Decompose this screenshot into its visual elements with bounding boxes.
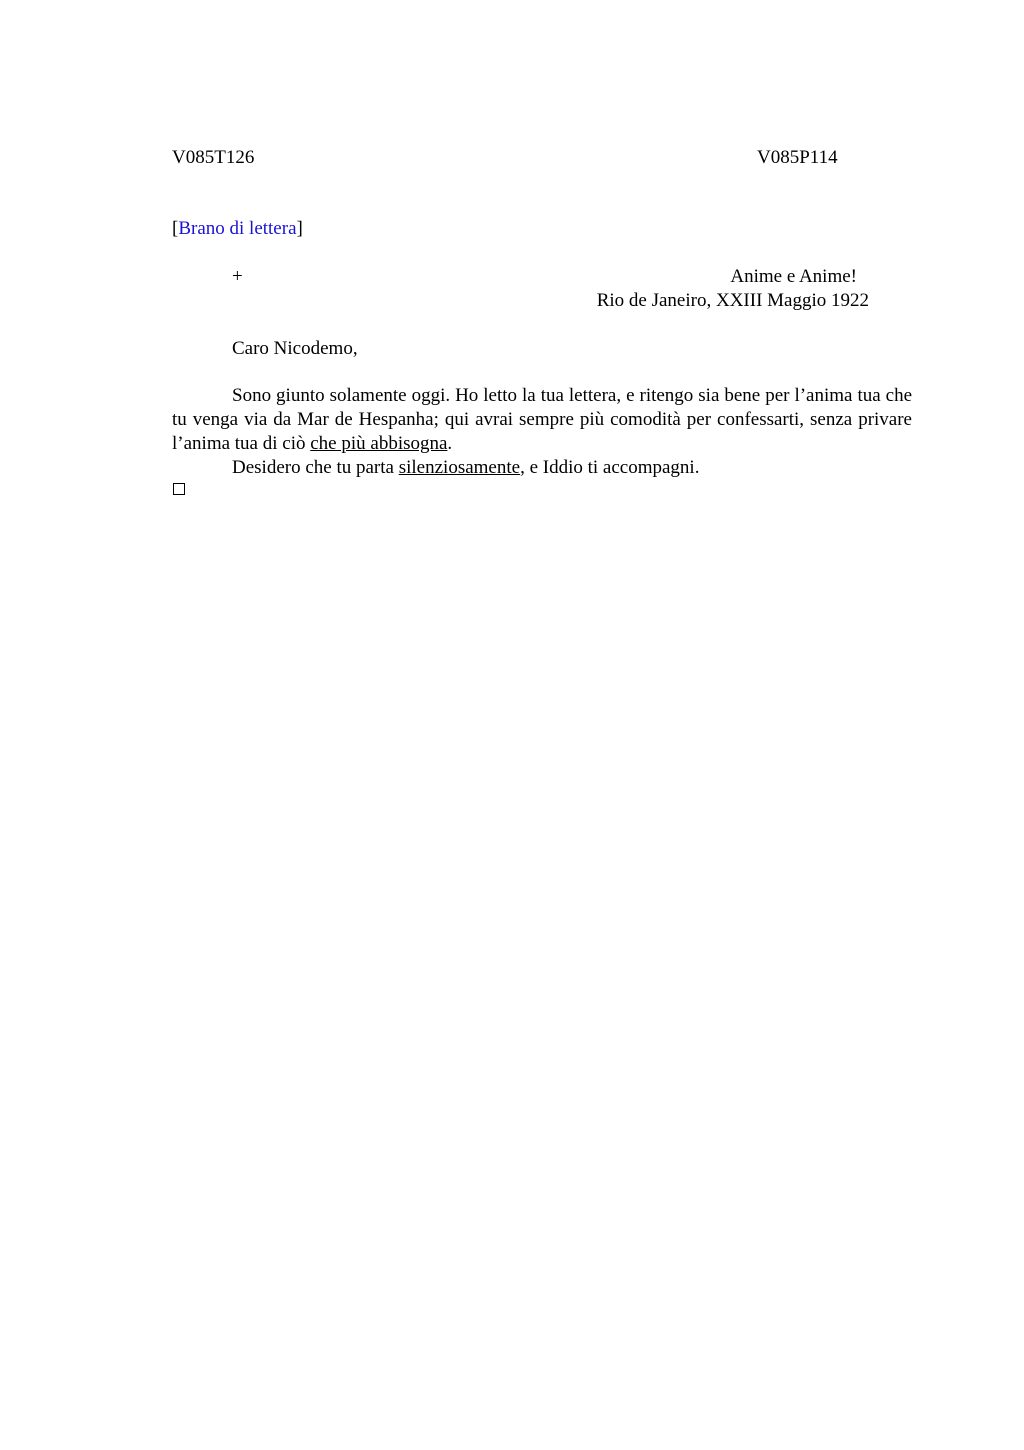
document-title <box>172 217 303 241</box>
document-code-left: V085T126 <box>172 147 255 168</box>
paragraph-1-text: Sono giunto solamente oggi. Ho letto la tua lettera, e ritengo sia bene per l’anima tua che tu venga via da Mar de Hespanha; qui avrai sempre più comodità per confessarti, senza privare l’anima tua di ciò <box>172 385 912 454</box>
letter-paragraph-2 <box>172 456 912 480</box>
end-marker-square-icon <box>173 483 185 495</box>
letter-motto: Anime e Anime! <box>730 266 857 287</box>
paragraph-2-end: , e Iddio ti accompagni. <box>520 457 700 478</box>
cross-symbol: + <box>232 266 243 287</box>
letter-paragraph-1 <box>172 384 912 456</box>
paragraph-2-underlined: silenziosamente <box>398 457 521 478</box>
letter-salutation: Caro Nicodemo, <box>232 338 358 359</box>
title-link[interactable]: Brano di lettera <box>178 218 297 239</box>
title-open-bracket: [ <box>172 218 179 239</box>
paragraph-1-end: . <box>447 433 453 454</box>
letter-place-date: Rio de Janeiro, XXIII Maggio 1922 <box>596 290 869 311</box>
paragraph-2-text: Desidero che tu parta <box>232 457 399 478</box>
document-code-right: V085P114 <box>757 147 838 168</box>
title-close-bracket: ] <box>296 218 303 239</box>
letter-body <box>172 384 912 480</box>
paragraph-1-underlined: che più abbisogna <box>310 433 448 454</box>
